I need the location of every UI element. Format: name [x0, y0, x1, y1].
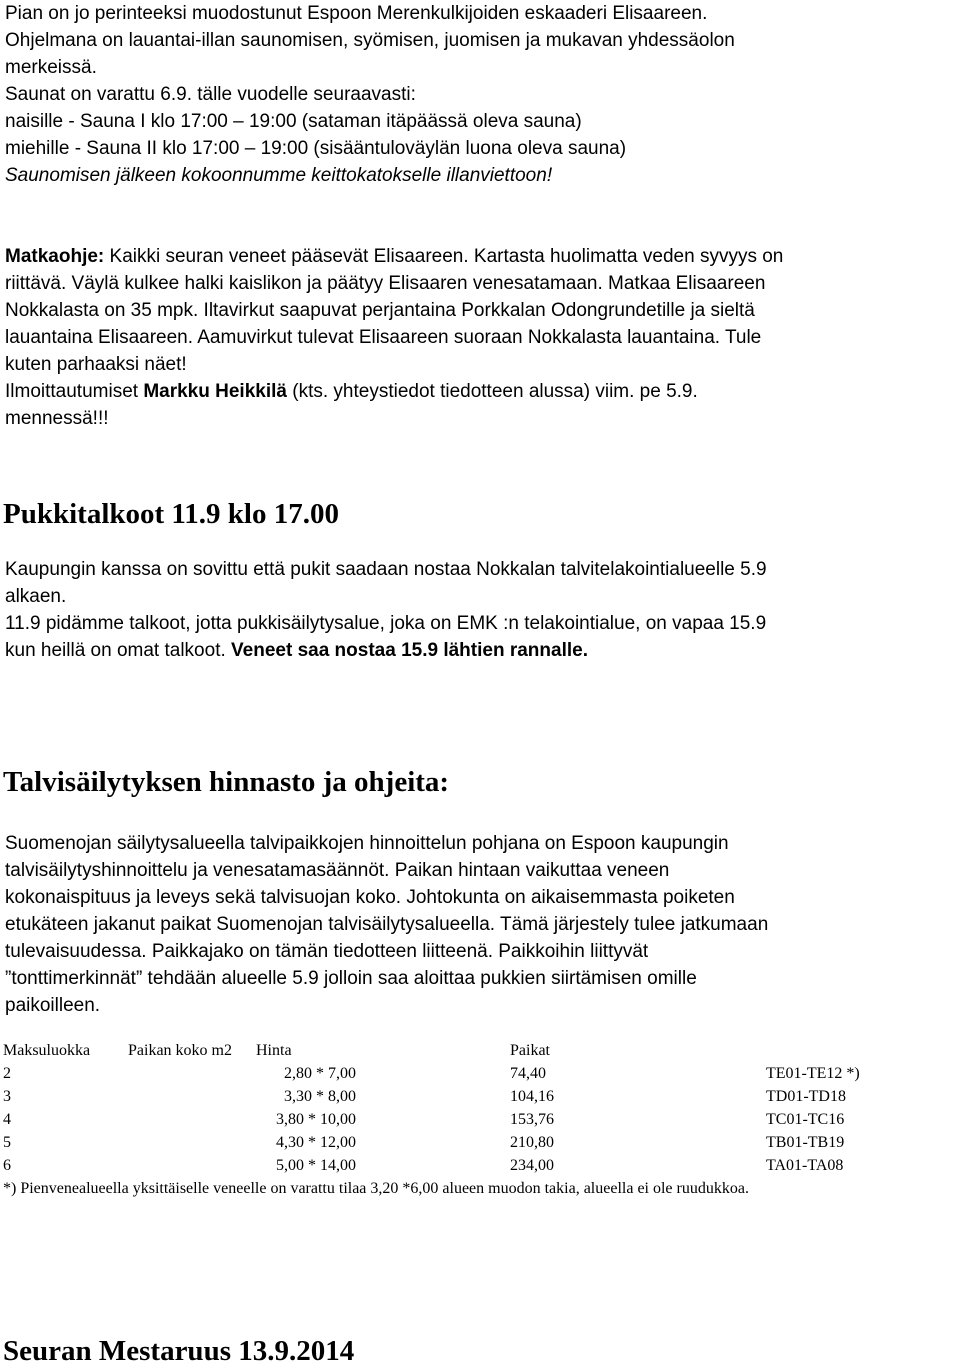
- sauna-line: Saunat on varattu 6.9. tälle vuodelle seuraavasti:: [5, 84, 416, 105]
- pukkitalkoot-paragraph: [5, 556, 957, 664]
- talvi-line: Suomenojan säilytysalueella talvipaikkojen hinnoittelun pohjana on Espoon kaupungin: [5, 833, 729, 854]
- travel-instructions: [5, 243, 957, 432]
- cell-class: 5: [3, 1134, 11, 1151]
- pukki-line: 11.9 pidämme talkoot, jotta pukkisäilytysalue, joka on EMK :n telakointialue, on vapaa 15.9: [5, 613, 767, 634]
- cell-class: 3: [3, 1088, 11, 1105]
- talvi-line: tulevaisuudessa. Paikkajako on tämän tiedotteen liitteenä. Paikkoihin liittyvät: [5, 941, 649, 962]
- sauna-evening-note: Saunomisen jälkeen kokoonnumme keittokatokselle illanviettoon!: [5, 165, 553, 186]
- registration-prefix: Ilmoittautumiset: [5, 381, 144, 402]
- cell-price: 234,00: [510, 1157, 554, 1174]
- cell-class: 6: [3, 1157, 11, 1174]
- cell-price: 74,40: [510, 1065, 546, 1082]
- talvi-line: paikoilleen.: [5, 995, 101, 1016]
- talvi-line: ”tonttimerkinnät” tehdään alueelle 5.9 jolloin saa aloittaa pukkien siirtämisen omille: [5, 968, 697, 989]
- cell-size: 3,30 * 8,00: [284, 1088, 356, 1105]
- mestaruus-heading: Seuran Mestaruus 13.9.2014: [3, 1335, 355, 1367]
- cell-places: TC01-TC16: [766, 1111, 845, 1128]
- cell-places: TE01-TE12 *): [766, 1065, 860, 1082]
- cell-places: TB01-TB19: [766, 1134, 845, 1151]
- talvi-line: etukäteen jakanut paikat Suomenojan talvisäilytysalueella. Tämä järjestely tulee jatkumaan: [5, 914, 769, 935]
- registration-deadline: mennessä!!!: [5, 408, 109, 429]
- pukki-line: Kaupungin kanssa on sovittu että pukit saadaan nostaa Nokkalan talvitelakointialueelle 5.9: [5, 559, 767, 580]
- travel-line: Nokkalasta on 35 mpk. Iltavirkut saapuvat perjantaina Porkkalan Odongrundetille ja sieltä: [5, 300, 755, 321]
- travel-label: Matkaohje:: [5, 246, 105, 267]
- cell-size: 3,80 * 10,00: [276, 1111, 356, 1128]
- cell-places: TD01-TD18: [766, 1088, 846, 1105]
- cell-class: 4: [3, 1111, 11, 1128]
- sauna-line: naisille - Sauna I klo 17:00 – 19:00 (sataman itäpäässä oleva sauna): [5, 111, 582, 132]
- column-header-places: Paikat: [510, 1042, 550, 1059]
- talvi-line: talvisäilytyshinnoittelu ja venesatamasäännöt. Paikan hintaan vaikuttaa veneen: [5, 860, 670, 881]
- table-footnote: *) Pienvenealueella yksittäiselle veneelle on varattu tilaa 3,20 *6,00 alueen muodon takia, alueella ei ole ruudukkoa.: [3, 1180, 749, 1197]
- travel-line: kuten parhaaksi näet!: [5, 354, 187, 375]
- pukki-line: [5, 637, 957, 664]
- cell-places: TA01-TA08: [766, 1157, 844, 1174]
- cell-size: 2,80 * 7,00: [284, 1065, 356, 1082]
- intro-line: merkeissä.: [5, 57, 97, 78]
- cell-price: 104,16: [510, 1088, 554, 1105]
- talvi-line: kokonaispituus ja leveys sekä talvisuojan koko. Johtokunta on aikaisemmasta poiketen: [5, 887, 735, 908]
- sauna-paragraph: [5, 81, 957, 189]
- intro-line: Ohjelmana on lauantai-illan saunomisen, syömisen, juomisen ja mukavan yhdessäolon: [5, 30, 735, 51]
- cell-size: 4,30 * 12,00: [276, 1134, 356, 1151]
- travel-line: riittävä. Väylä kulkee halki kaislikon ja päätyy Elisaaren venesatamaan. Matkaa Elisaareen: [5, 273, 766, 294]
- talvisailytys-heading: Talvisäilytyksen hinnasto ja ohjeita:: [3, 766, 450, 798]
- cell-size: 5,00 * 14,00: [276, 1157, 356, 1174]
- intro-line: Pian on jo perinteeksi muodostunut Espoon Merenkulkijoiden eskaaderi Elisaareen.: [5, 3, 708, 24]
- talvisailytys-paragraph: [5, 830, 957, 1019]
- travel-line: [5, 243, 957, 270]
- pukki-bold-note: Veneet saa nostaa 15.9 lähtien rannalle.: [231, 640, 588, 661]
- cell-price: 210,80: [510, 1134, 554, 1151]
- travel-text: Kaikki seuran veneet pääsevät Elisaareen. Kartasta huolimatta veden syvyys on: [104, 246, 784, 267]
- column-header-size: Paikan koko m2: [128, 1042, 232, 1059]
- intro-paragraph: [5, 0, 957, 81]
- registration-suffix: (kts. yhteystiedot tiedotteen alussa) viim. pe 5.9.: [286, 381, 698, 402]
- column-header-price: Hinta: [256, 1042, 292, 1059]
- cell-price: 153,76: [510, 1111, 554, 1128]
- registration-line: [5, 378, 957, 405]
- travel-line: lauantaina Elisaareen. Aamuvirkut tulevat Elisaareen suoraan Nokkalasta lauantaina. Tule: [5, 327, 762, 348]
- pukki-line: alkaen.: [5, 586, 67, 607]
- pukki-text: kun heillä on omat talkoot.: [5, 640, 232, 661]
- registration-contact-name: Markku Heikkilä: [143, 381, 287, 402]
- sauna-line: miehille - Sauna II klo 17:00 – 19:00 (sisääntuloväylän luona oleva sauna): [5, 138, 627, 159]
- cell-class: 2: [3, 1065, 11, 1082]
- column-header-class: Maksuluokka: [3, 1042, 91, 1059]
- pukkitalkoot-heading: Pukkitalkoot 11.9 klo 17.00: [3, 498, 339, 530]
